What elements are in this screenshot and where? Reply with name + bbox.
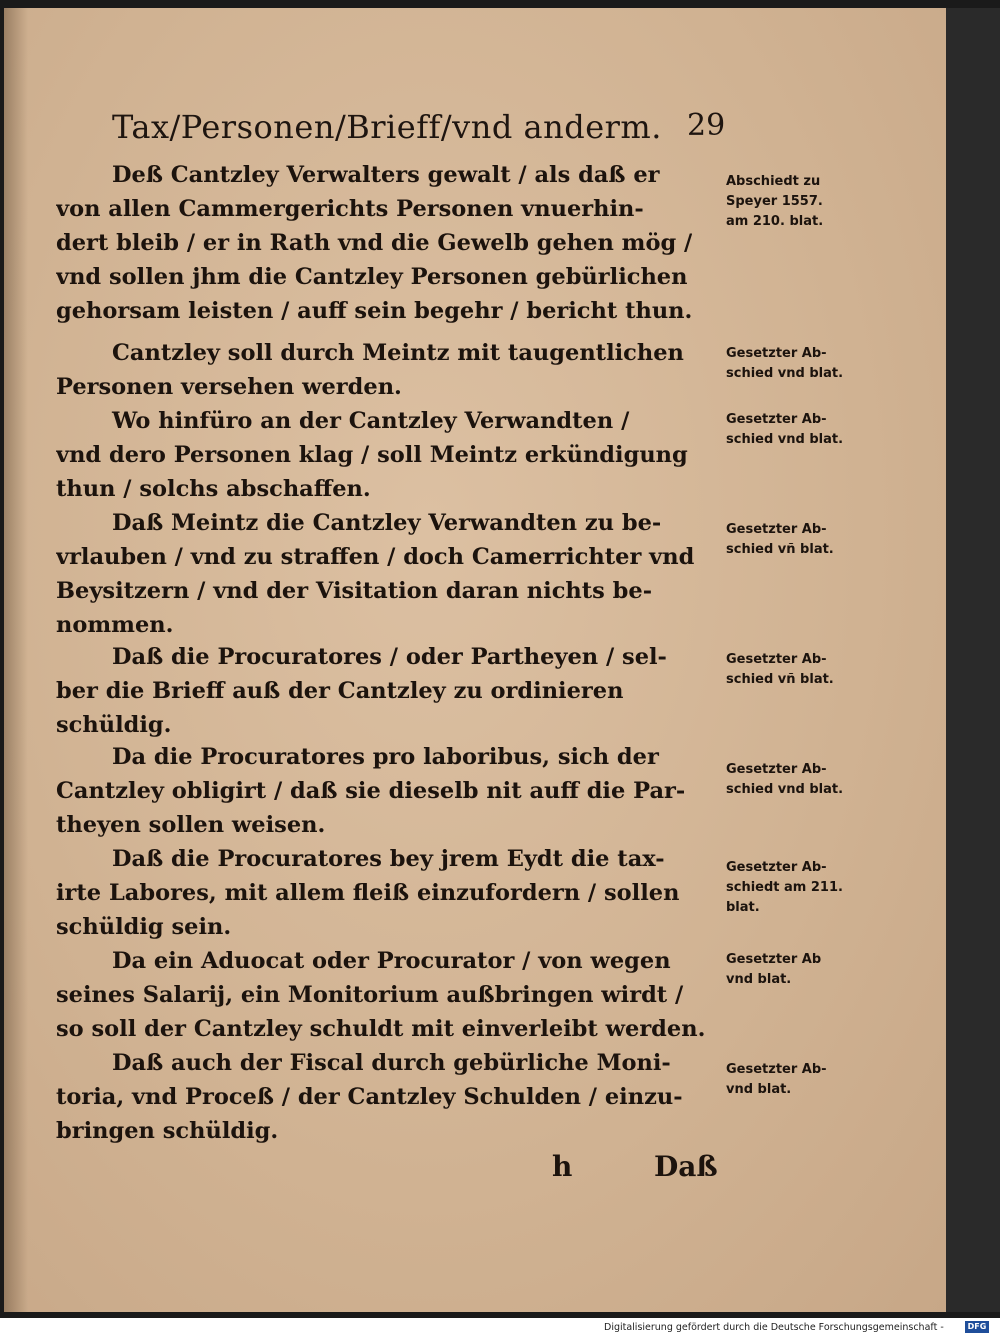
margin-note-line: blat. [726,900,760,915]
text-line: schüldig sein. [56,914,232,940]
page-header [112,108,732,152]
paragraph [56,404,688,506]
margin-note [726,858,866,918]
running-head: Tax/Personen/Brieff/vnd anderm. [112,108,662,146]
digitization-credit: Digitalisierung gefördert durch die Deutsche Forschungsgemeinschaft - [604,1322,944,1333]
paragraph [56,842,679,944]
text-line: so soll der Cantzley schuldt mit einverleibt werden. [56,1016,706,1042]
margin-note [726,172,866,232]
text-line: gehorsam leisten / auff sein begehr / bericht thun. [56,298,693,324]
margin-note-line: Gesetzter Ab- [726,346,827,361]
text-line: seines Salarij, ein Monitorium außbringen wirdt / [56,982,684,1008]
margin-note-line: schied vñ blat. [726,672,834,687]
text-line: vnd dero Personen klag / soll Meintz erkündigung [56,442,688,468]
paragraph [56,944,705,1046]
text-line: Wo hinfüro an der Cantzley Verwandten / [112,408,630,434]
margin-note-line: Gesetzter Ab [726,952,822,967]
text-line: thun / solchs abschaffen. [56,476,371,502]
text-line: ber die Brieff auß der Cantzley zu ordinieren [56,678,624,704]
margin-note [726,950,866,990]
margin-note [726,1060,866,1100]
page-footer [552,1150,752,1186]
text-line: vrlauben / vnd zu straffen / doch Camerrichter vnd [56,544,695,570]
margin-note [726,344,866,384]
margin-note [726,760,866,800]
margin-note-line: Speyer 1557. [726,194,823,209]
dfg-logo: DFG [965,1321,989,1333]
text-line: toria, vnd Proceß / der Cantzley Schulden / einzu- [56,1084,683,1110]
text-line: Da ein Aduocat oder Procurator / von wegen [112,948,671,974]
paragraph [56,640,667,742]
margin-note-line: vnd blat. [726,972,792,987]
text-line: Cantzley soll durch Meintz mit taugentlichen [112,340,684,366]
paragraph [56,740,685,842]
text-line: dert bleib / er in Rath vnd die Gewelb gehen mög / [56,230,693,256]
text-line: schüldig. [56,712,172,738]
text-line: Personen versehen werden. [56,374,402,400]
text-line: Cantzley obligirt / daß sie dieselb nit auff die Par- [56,778,686,804]
margin-note-line: schied vnd blat. [726,432,844,447]
paragraph [56,506,694,642]
margin-note-line: Gesetzter Ab- [726,1062,827,1077]
margin-note-line: vnd blat. [726,1082,792,1097]
text-line: Daß die Procuratores bey jrem Eydt die tax- [112,846,665,872]
gutter-shadow [4,8,28,1312]
text-line: nommen. [56,612,174,638]
margin-note [726,650,866,690]
text-line: bringen schüldig. [56,1118,279,1144]
text-line: Daß auch der Fiscal durch gebürliche Moni- [112,1050,671,1076]
margin-note [726,520,866,560]
text-line: theyen sollen weisen. [56,812,326,838]
margin-note-line: schiedt am 211. [726,880,843,895]
paragraph [56,1046,683,1148]
margin-note [726,410,866,450]
page-edge [946,8,1000,1312]
margin-note-line: Gesetzter Ab- [726,762,827,777]
text-line: vnd sollen jhm die Cantzley Personen gebürlichen [56,264,688,290]
text-line: Beysitzern / vnd der Visitation daran nichts be- [56,578,653,604]
catchword: Daß [654,1150,718,1183]
text-line: Deß Cantzley Verwalters gewalt / als daß er [112,162,660,188]
page-number: 29 [687,108,726,143]
margin-note-line: Gesetzter Ab- [726,412,827,427]
text-line: von allen Cammergerichts Personen vnuerhin- [56,196,644,222]
margin-note-line: Gesetzter Ab- [726,860,827,875]
margin-note-line: Abschiedt zu [726,174,821,189]
margin-note-line: am 210. blat. [726,214,824,229]
text-line: Daß Meintz die Cantzley Verwandten zu be- [112,510,662,536]
margin-note-line: schied vnd blat. [726,782,844,797]
margin-note-line: Gesetzter Ab- [726,652,827,667]
paragraph [56,336,684,404]
signature-mark: h [552,1150,573,1183]
margin-note-line: schied vñ blat. [726,542,834,557]
text-line: Da die Procuratores pro laboribus, sich der [112,744,659,770]
text-line: Daß die Procuratores / oder Partheyen / sel- [112,644,667,670]
paragraph [56,158,692,328]
margin-note-line: Gesetzter Ab- [726,522,827,537]
margin-note-line: schied vnd blat. [726,366,844,381]
text-line: irte Labores, mit allem fleiß einzufordern / sollen [56,880,680,906]
